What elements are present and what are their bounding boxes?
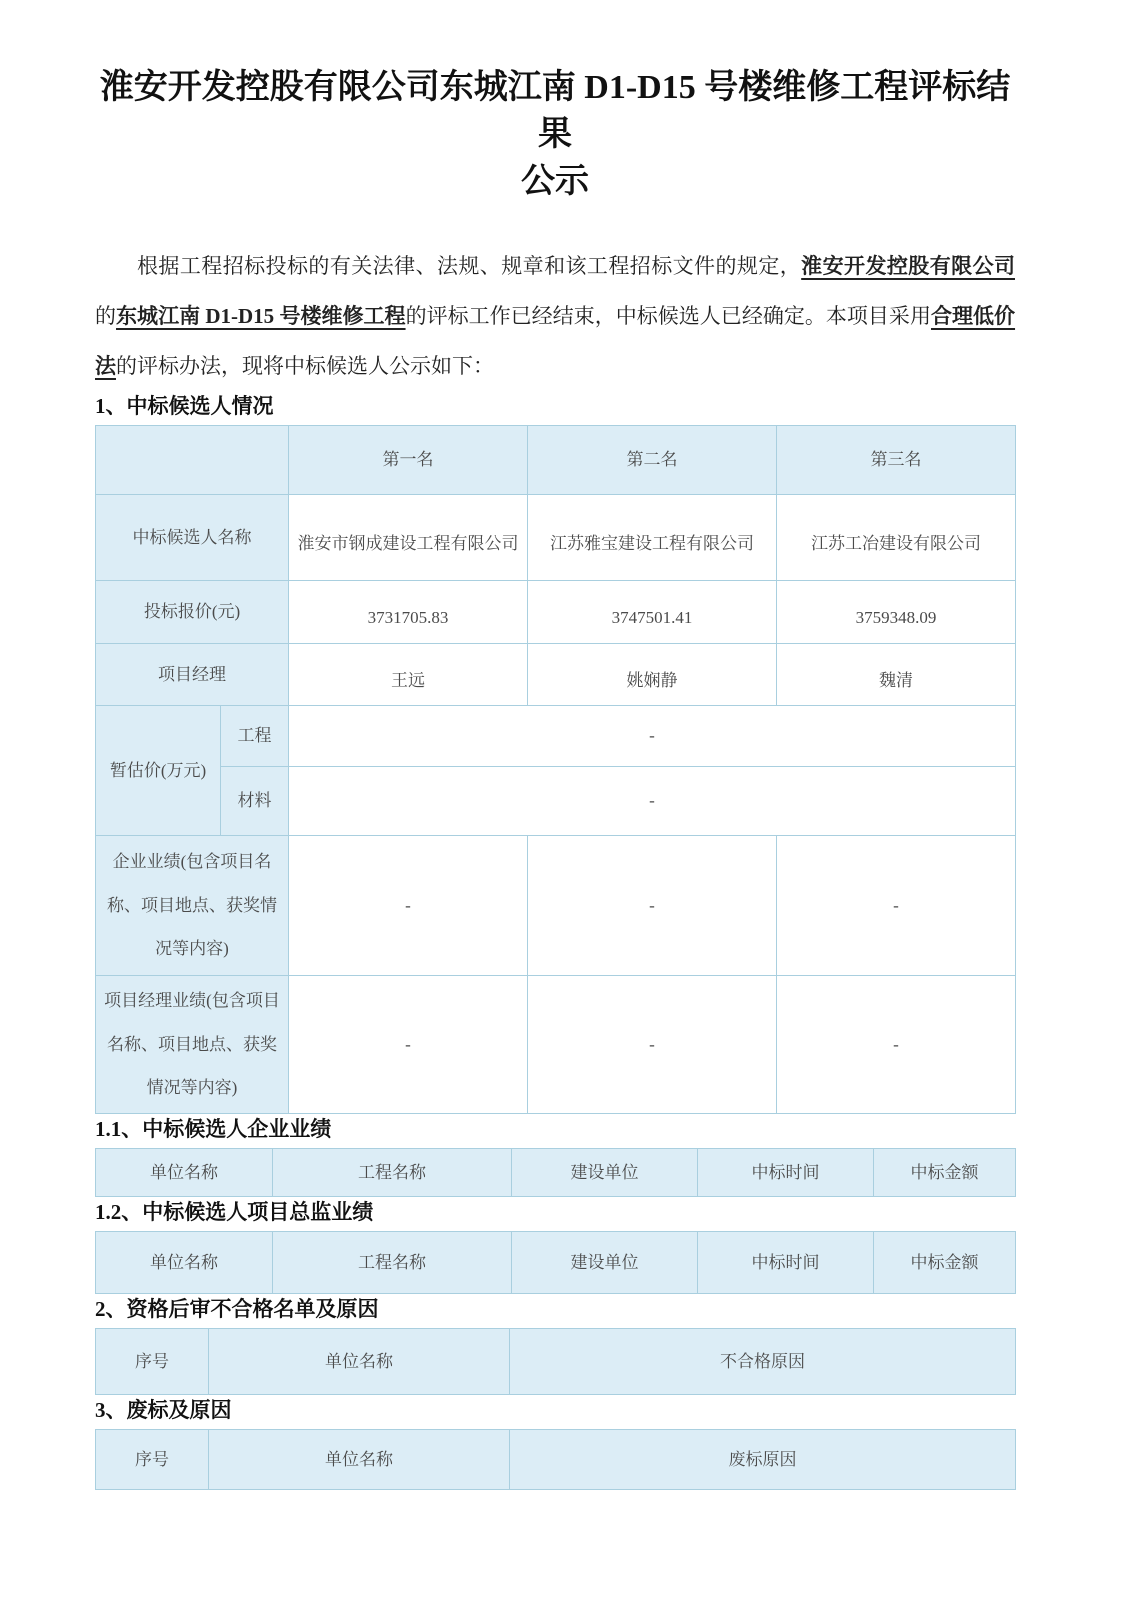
row-label-cell: 中标候选人名称: [96, 495, 289, 581]
column-header-cell: 单位名称: [96, 1232, 273, 1294]
candidate-name-row: [96, 495, 1016, 581]
section-3-heading: 3、废标及原因: [95, 1398, 232, 1423]
candidates-header-row: [96, 426, 1016, 495]
rank-1-header-cell: 第一名: [289, 426, 528, 495]
intro-run-3: 的评标工作已经结束，中标候选人已经确定。本项目采用: [405, 304, 931, 328]
corner-cell: [96, 426, 289, 495]
column-header-cell: 单位名称: [209, 1430, 510, 1490]
enterprise-performance-row: [96, 836, 1016, 976]
page-title: [95, 64, 1015, 205]
rejected-bids-header-row: [96, 1430, 1016, 1490]
column-header-cell: 序号: [96, 1430, 209, 1490]
column-header-cell: 工程名称: [273, 1232, 512, 1294]
disqualified-list-table: [95, 1328, 1016, 1395]
column-header-cell: 单位名称: [209, 1329, 510, 1395]
intro-paragraph: [95, 241, 1015, 391]
performance-value-cell: -: [777, 976, 1016, 1114]
performance-value-cell: -: [289, 836, 528, 976]
manager-performance-row: [96, 976, 1016, 1114]
row-label-cell: 项目经理: [96, 644, 289, 706]
page-content: [95, 64, 1015, 1490]
page-title-line1: 淮安开发控股有限公司东城江南 D1-D15 号楼维修工程评标结果: [99, 69, 1011, 153]
candidate-name-cell: 江苏雅宝建设工程有限公司: [528, 495, 777, 581]
project-manager-cell: 姚娴静: [528, 644, 777, 706]
column-header-cell: 中标时间: [698, 1232, 874, 1294]
intro-company-name: 淮安开发控股有限公司: [801, 254, 1015, 278]
column-header-cell: 中标金额: [874, 1232, 1016, 1294]
intro-evaluation-method: 合理低价法: [95, 304, 1016, 378]
estimate-materials-row: [96, 767, 1016, 836]
section-2-heading: 2、资格后审不合格名单及原因: [95, 1297, 379, 1322]
rejected-bids-table: [95, 1429, 1016, 1490]
intro-run-1: 根据工程招标投标的有关法律、法规、规章和该工程招标文件的规定，: [137, 254, 802, 278]
column-header-cell: 建设单位: [512, 1149, 698, 1197]
estimate-value-cell: -: [289, 706, 1016, 767]
column-header-cell: 序号: [96, 1329, 209, 1395]
performance-value-cell: -: [528, 836, 777, 976]
candidate-name-cell: 江苏工冶建设有限公司: [777, 495, 1016, 581]
column-header-cell: 工程名称: [273, 1149, 512, 1197]
performance-label-cell: 项目经理业绩(包含项目名称、项目地点、获奖情况等内容): [96, 976, 289, 1114]
intro-project-name: 东城江南 D1-D15 号楼维修工程: [116, 304, 406, 328]
performance-value-cell: -: [528, 976, 777, 1114]
column-header-cell: 中标时间: [698, 1149, 874, 1197]
estimate-works-row: [96, 706, 1016, 767]
column-header-cell: 单位名称: [96, 1149, 273, 1197]
bid-price-row: [96, 581, 1016, 644]
section-1-2-heading: 1.2、中标候选人项目总监业绩: [95, 1200, 374, 1225]
estimate-sub-label-cell: 材料: [221, 767, 289, 836]
column-header-cell: 建设单位: [512, 1232, 698, 1294]
estimate-label-cell: 暂估价(万元): [96, 706, 221, 836]
supervisor-performance-header-row: [96, 1232, 1016, 1294]
bid-price-cell: 3731705.83: [289, 581, 528, 644]
enterprise-performance-table: [95, 1148, 1016, 1197]
bid-price-cell: 3759348.09: [777, 581, 1016, 644]
disqualified-header-row: [96, 1329, 1016, 1395]
column-header-cell: 废标原因: [510, 1430, 1016, 1490]
project-manager-cell: 王远: [289, 644, 528, 706]
performance-value-cell: -: [777, 836, 1016, 976]
estimate-value-cell: -: [289, 767, 1016, 836]
page-title-line2: 公示: [521, 163, 589, 200]
candidates-table: [95, 425, 1016, 1114]
section-1-heading: 1、中标候选人情况: [95, 394, 274, 418]
section-1-1-heading: 1.1、中标候选人企业业绩: [95, 1117, 332, 1141]
performance-value-cell: -: [289, 976, 528, 1114]
intro-run-4: 的评标办法，现将中标候选人公示如下：: [116, 354, 494, 378]
candidate-name-cell: 淮安市钢成建设工程有限公司: [289, 495, 528, 581]
column-header-cell: 中标金额: [874, 1149, 1016, 1197]
bid-price-cell: 3747501.41: [528, 581, 777, 644]
intro-run-2: 的: [95, 304, 117, 328]
project-manager-row: [96, 644, 1016, 706]
row-label-cell: 投标报价(元): [96, 581, 289, 644]
column-header-cell: 不合格原因: [510, 1329, 1016, 1395]
rank-3-header-cell: 第三名: [777, 426, 1016, 495]
project-manager-cell: 魏清: [777, 644, 1016, 706]
rank-2-header-cell: 第二名: [528, 426, 777, 495]
estimate-sub-label-cell: 工程: [221, 706, 289, 767]
performance-label-cell: 企业业绩(包含项目名称、项目地点、获奖情况等内容): [96, 836, 289, 976]
supervisor-performance-table: [95, 1231, 1016, 1294]
enterprise-performance-header-row: [96, 1149, 1016, 1197]
